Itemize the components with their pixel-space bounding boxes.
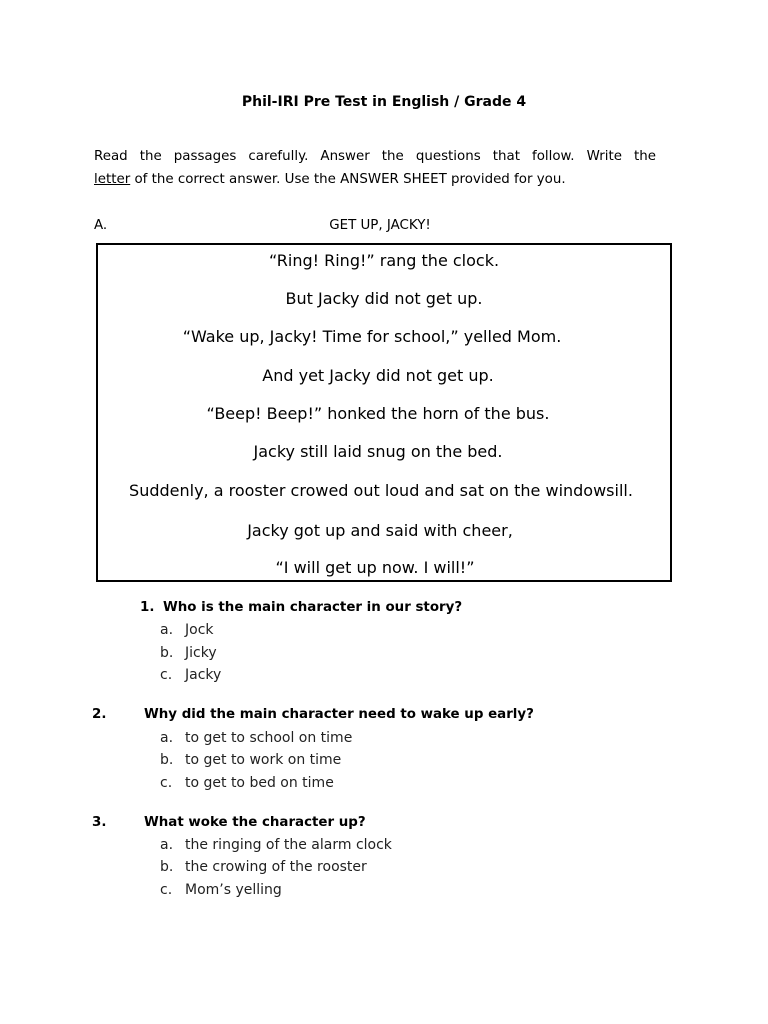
passage-line: And yet Jacky did not get up. [262, 366, 494, 385]
choice-letter: a. [160, 837, 174, 853]
section-letter: A. [94, 218, 108, 233]
choice-text: Jicky [185, 645, 217, 661]
choice-item [160, 645, 217, 661]
passage-box [96, 243, 672, 582]
choice-letter: a. [160, 622, 174, 638]
choice-letter: a. [160, 730, 174, 746]
choice-letter: b. [160, 752, 174, 768]
instructions-line-2-rest: of the correct answer. Use the ANSWER SHEET provided for you. [130, 172, 566, 187]
choice-text: Jacky [185, 667, 222, 683]
instructions-line-1: Read the passages carefully. Answer the questions that follow. Write the [94, 149, 656, 164]
choice-item [160, 775, 334, 791]
choice-item [160, 667, 221, 683]
choice-text: to get to bed on time [185, 775, 334, 791]
choice-item [160, 882, 282, 898]
choice-text: the ringing of the alarm clock [185, 837, 392, 853]
question-text: Who is the main character in our story? [163, 600, 463, 615]
question-number: 3. [92, 815, 107, 830]
question-text: What woke the character up? [144, 815, 366, 830]
passage-line: Suddenly, a rooster crowed out loud and sat on the windowsill. [129, 481, 633, 500]
passage-line: “I will get up now. I will!” [275, 558, 475, 577]
section-title: GET UP, JACKY! [329, 218, 431, 233]
choice-item [160, 730, 352, 746]
question-number: 1. [140, 600, 155, 615]
instructions-line-2 [94, 168, 656, 191]
question-number: 2. [92, 707, 107, 722]
choice-item [160, 859, 367, 875]
question-text: Why did the main character need to wake up early? [144, 707, 534, 722]
choice-letter: b. [160, 859, 174, 875]
choice-text: to get to work on time [185, 752, 342, 768]
choice-letter: b. [160, 645, 174, 661]
passage-line: Jacky still laid snug on the bed. [253, 442, 503, 461]
passage-line: But Jacky did not get up. [285, 289, 483, 308]
choice-text: to get to school on time [185, 730, 353, 746]
choice-item [160, 752, 341, 768]
choice-item [160, 837, 392, 853]
choice-item [160, 622, 214, 638]
choice-text: Jock [185, 622, 214, 638]
choice-letter: c. [160, 882, 173, 898]
passage-line: “Beep! Beep!” honked the horn of the bus. [206, 404, 550, 423]
instructions [94, 145, 656, 191]
passage-line: “Wake up, Jacky! Time for school,” yelled Mom. [182, 327, 562, 346]
document-title: Phil-IRI Pre Test in English / Grade 4 [241, 94, 527, 110]
choice-text: the crowing of the rooster [185, 859, 367, 875]
passage-line: “Ring! Ring!” rang the clock. [268, 251, 500, 270]
choice-letter: c. [160, 775, 173, 791]
choice-text: Mom’s yelling [185, 882, 282, 898]
choice-letter: c. [160, 667, 173, 683]
instructions-underlined-word: letter [94, 172, 131, 187]
passage-line: Jacky got up and said with cheer, [247, 521, 513, 540]
